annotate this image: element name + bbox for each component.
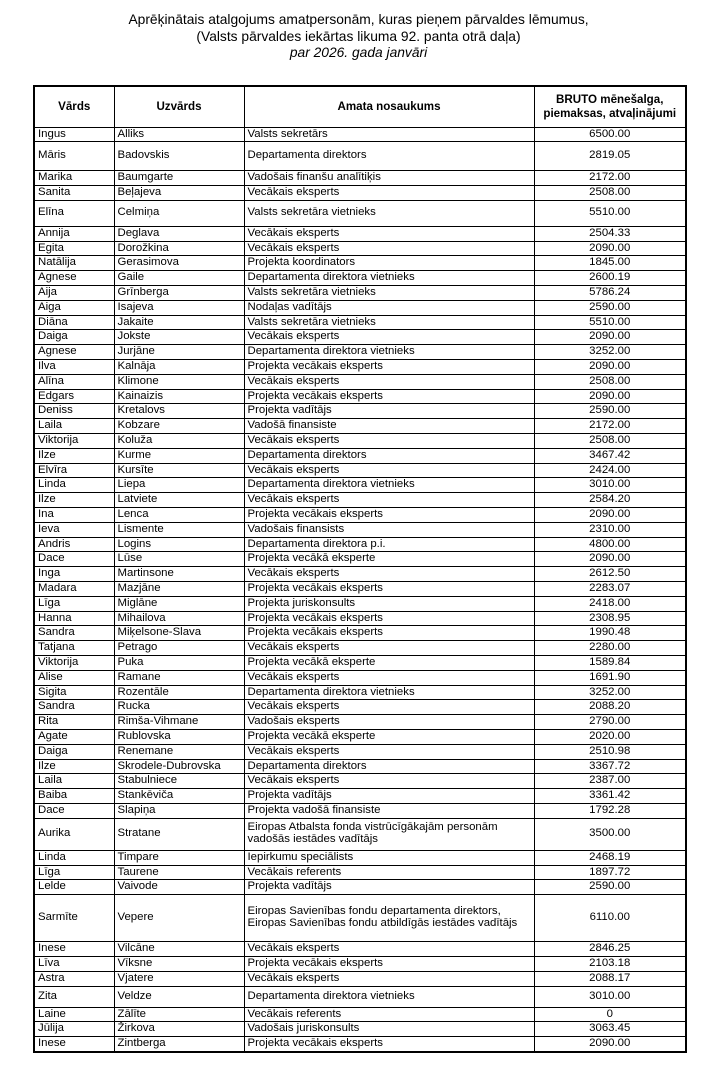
cell-amats: Projekta vecākais eksperts	[244, 582, 534, 597]
cell-uzvards: Beļajeva	[114, 186, 244, 201]
table-row	[34, 241, 686, 256]
table-row	[34, 508, 686, 523]
cell-vards: Sandra	[34, 626, 114, 641]
cell-uzvards: Kobzare	[114, 419, 244, 434]
salary-table-header	[34, 86, 686, 127]
table-row	[34, 1007, 686, 1022]
cell-amats: Projekta juriskonsults	[244, 596, 534, 611]
cell-amats: Iepirkumu speciālists	[244, 850, 534, 865]
table-row	[34, 127, 686, 142]
cell-uzvards: Gerasimova	[114, 256, 244, 271]
cell-amats: Projekta vecākā eksperte	[244, 729, 534, 744]
cell-uzvards: Deglava	[114, 226, 244, 241]
cell-bruto: 2308.95	[534, 611, 686, 626]
salary-table	[33, 85, 687, 1053]
cell-amats: Projekta vecākais eksperts	[244, 389, 534, 404]
cell-bruto: 2468.19	[534, 850, 686, 865]
cell-bruto: 1845.00	[534, 256, 686, 271]
cell-amats: Projekta vadošā finansiste	[244, 803, 534, 818]
cell-bruto: 2090.00	[534, 360, 686, 375]
cell-vards: Linda	[34, 478, 114, 493]
cell-uzvards: Veldze	[114, 986, 244, 1007]
cell-amats: Vecākais eksperts	[244, 374, 534, 389]
cell-uzvards: Stratane	[114, 818, 244, 850]
cell-bruto: 2590.00	[534, 880, 686, 895]
table-row	[34, 226, 686, 241]
cell-uzvards: Kainaizis	[114, 389, 244, 404]
table-row	[34, 641, 686, 656]
table-row	[34, 256, 686, 271]
cell-uzvards: Logins	[114, 537, 244, 552]
header-amats: Amata nosaukums	[244, 86, 534, 127]
cell-vards: Līga	[34, 865, 114, 880]
table-row	[34, 404, 686, 419]
cell-vards: Aurika	[34, 818, 114, 850]
cell-bruto: 2424.00	[534, 463, 686, 478]
cell-bruto: 2090.00	[534, 1037, 686, 1052]
cell-bruto: 3010.00	[534, 478, 686, 493]
cell-bruto: 2846.25	[534, 942, 686, 957]
cell-vards: Līva	[34, 956, 114, 971]
table-row	[34, 537, 686, 552]
table-row	[34, 744, 686, 759]
document-title	[0, 12, 717, 62]
cell-vards: Inese	[34, 1037, 114, 1052]
cell-bruto: 4800.00	[534, 537, 686, 552]
cell-vards: Viktorija	[34, 434, 114, 449]
cell-uzvards: Kursīte	[114, 463, 244, 478]
cell-amats: Vecākais referents	[244, 1007, 534, 1022]
table-row	[34, 300, 686, 315]
cell-amats: Vecākais eksperts	[244, 641, 534, 656]
cell-amats: Vadošais finansists	[244, 522, 534, 537]
cell-amats: Projekta vecākais eksperts	[244, 360, 534, 375]
cell-amats: Projekta vecākais eksperts	[244, 956, 534, 971]
table-row	[34, 729, 686, 744]
cell-uzvards: Taurene	[114, 865, 244, 880]
table-row	[34, 942, 686, 957]
cell-uzvards: Gaile	[114, 271, 244, 286]
cell-vards: Ilze	[34, 493, 114, 508]
cell-amats: Departamenta direktora vietnieks	[244, 986, 534, 1007]
cell-uzvards: Latviete	[114, 493, 244, 508]
table-row	[34, 434, 686, 449]
cell-bruto: 2510.98	[534, 744, 686, 759]
table-row	[34, 330, 686, 345]
cell-uzvards: Badovskis	[114, 142, 244, 171]
table-row	[34, 656, 686, 671]
cell-amats: Vadošais finanšu analītiķis	[244, 171, 534, 186]
cell-amats: Departamenta direktora vietnieks	[244, 271, 534, 286]
header-vards: Vārds	[34, 86, 114, 127]
table-row	[34, 448, 686, 463]
cell-vards: Inese	[34, 942, 114, 957]
cell-uzvards: Petrago	[114, 641, 244, 656]
cell-amats: Vecākais eksperts	[244, 493, 534, 508]
cell-bruto: 3010.00	[534, 986, 686, 1007]
table-row	[34, 1037, 686, 1052]
cell-amats: Projekta vecākais eksperts	[244, 626, 534, 641]
cell-vards: Aiga	[34, 300, 114, 315]
cell-vards: Sanita	[34, 186, 114, 201]
cell-bruto: 3252.00	[534, 685, 686, 700]
table-row	[34, 186, 686, 201]
cell-bruto: 1792.28	[534, 803, 686, 818]
cell-vards: Aija	[34, 286, 114, 301]
cell-amats: Projekta vadītājs	[244, 789, 534, 804]
table-row	[34, 582, 686, 597]
cell-amats: Eiropas Atbalsta fonda vistrūcīgākajām personām vadošās iestādes vadītājs	[244, 818, 534, 850]
cell-vards: Ilze	[34, 448, 114, 463]
cell-amats: Eiropas Savienības fondu departamenta direktors, Eiropas Savienības fondu atbildīgās iestādes vadītājs	[244, 895, 534, 942]
cell-bruto: 2508.00	[534, 434, 686, 449]
cell-bruto: 2508.00	[534, 374, 686, 389]
cell-bruto: 1691.90	[534, 670, 686, 685]
cell-uzvards: Vepere	[114, 895, 244, 942]
cell-vards: Alīna	[34, 374, 114, 389]
cell-bruto: 2090.00	[534, 552, 686, 567]
cell-vards: Laila	[34, 419, 114, 434]
cell-uzvards: Kurme	[114, 448, 244, 463]
table-row	[34, 895, 686, 942]
cell-uzvards: Ramane	[114, 670, 244, 685]
table-row	[34, 1022, 686, 1037]
cell-bruto: 2508.00	[534, 186, 686, 201]
table-row	[34, 986, 686, 1007]
cell-uzvards: Stabulniece	[114, 774, 244, 789]
cell-uzvards: Celmiņa	[114, 200, 244, 226]
cell-amats: Vecākais eksperts	[244, 241, 534, 256]
cell-amats: Vecākais eksperts	[244, 186, 534, 201]
cell-bruto: 3063.45	[534, 1022, 686, 1037]
cell-amats: Nodaļas vadītājs	[244, 300, 534, 315]
cell-bruto: 3367.72	[534, 759, 686, 774]
cell-bruto: 2600.19	[534, 271, 686, 286]
cell-vards: Ieva	[34, 522, 114, 537]
cell-vards: Līga	[34, 596, 114, 611]
cell-amats: Valsts sekretāra vietnieks	[244, 200, 534, 226]
cell-vards: Zita	[34, 986, 114, 1007]
cell-vards: Laila	[34, 774, 114, 789]
cell-uzvards: Zālīte	[114, 1007, 244, 1022]
title-line-2: (Valsts pārvaldes iekārtas likuma 92. panta otrā daļa)	[196, 28, 521, 44]
cell-bruto: 2088.20	[534, 700, 686, 715]
cell-bruto: 2387.00	[534, 774, 686, 789]
table-row	[34, 850, 686, 865]
cell-bruto: 6110.00	[534, 895, 686, 942]
cell-uzvards: Vīksne	[114, 956, 244, 971]
cell-bruto: 2590.00	[534, 404, 686, 419]
cell-bruto: 2090.00	[534, 508, 686, 523]
table-row	[34, 478, 686, 493]
table-row	[34, 315, 686, 330]
cell-vards: Ina	[34, 508, 114, 523]
table-row	[34, 171, 686, 186]
cell-bruto: 1897.72	[534, 865, 686, 880]
cell-vards: Rita	[34, 715, 114, 730]
cell-uzvards: Slapiņa	[114, 803, 244, 818]
cell-bruto: 3500.00	[534, 818, 686, 850]
cell-amats: Vecākais eksperts	[244, 971, 534, 986]
cell-vards: Sarmīte	[34, 895, 114, 942]
cell-bruto: 2819.05	[534, 142, 686, 171]
cell-amats: Projekta vadītājs	[244, 404, 534, 419]
cell-bruto: 0	[534, 1007, 686, 1022]
table-row	[34, 200, 686, 226]
table-row	[34, 374, 686, 389]
cell-uzvards: Liepa	[114, 478, 244, 493]
cell-vards: Marika	[34, 171, 114, 186]
cell-uzvards: Timpare	[114, 850, 244, 865]
table-row	[34, 880, 686, 895]
cell-uzvards: Jakaite	[114, 315, 244, 330]
cell-uzvards: Klimone	[114, 374, 244, 389]
cell-vards: Tatjana	[34, 641, 114, 656]
cell-uzvards: Stankēviča	[114, 789, 244, 804]
cell-vards: Dace	[34, 552, 114, 567]
cell-amats: Departamenta direktors	[244, 142, 534, 171]
cell-bruto: 1990.48	[534, 626, 686, 641]
cell-bruto: 3361.42	[534, 789, 686, 804]
title-line-3: par 2026. gada janvāri	[289, 45, 428, 60]
cell-vards: Viktorija	[34, 656, 114, 671]
cell-amats: Vecākais eksperts	[244, 330, 534, 345]
cell-amats: Departamenta direktora vietnieks	[244, 478, 534, 493]
cell-uzvards: Miķelsone-Slava	[114, 626, 244, 641]
cell-vards: Linda	[34, 850, 114, 865]
cell-amats: Vecākais eksperts	[244, 942, 534, 957]
cell-amats: Projekta vecākā eksperte	[244, 552, 534, 567]
table-row	[34, 670, 686, 685]
table-row	[34, 774, 686, 789]
cell-amats: Valsts sekretārs	[244, 127, 534, 142]
cell-bruto: 2280.00	[534, 641, 686, 656]
cell-bruto: 2790.00	[534, 715, 686, 730]
cell-amats: Departamenta direktors	[244, 448, 534, 463]
cell-bruto: 3252.00	[534, 345, 686, 360]
cell-amats: Vecākais eksperts	[244, 670, 534, 685]
cell-amats: Vecākais eksperts	[244, 463, 534, 478]
cell-amats: Projekta vecākā eksperte	[244, 656, 534, 671]
cell-vards: Diāna	[34, 315, 114, 330]
cell-vards: Sigita	[34, 685, 114, 700]
header-bruto: BRUTO mēnešalga, piemaksas, atvaļinājumi	[534, 86, 686, 127]
cell-uzvards: Jokste	[114, 330, 244, 345]
table-row	[34, 522, 686, 537]
table-row	[34, 700, 686, 715]
table-row	[34, 463, 686, 478]
table-row	[34, 286, 686, 301]
cell-bruto: 6500.00	[534, 127, 686, 142]
cell-uzvards: Baumgarte	[114, 171, 244, 186]
cell-amats: Vadošais eksperts	[244, 715, 534, 730]
table-row	[34, 611, 686, 626]
cell-bruto: 2418.00	[534, 596, 686, 611]
cell-vards: Agnese	[34, 271, 114, 286]
table-row	[34, 789, 686, 804]
cell-vards: Inga	[34, 567, 114, 582]
cell-vards: Baiba	[34, 789, 114, 804]
cell-uzvards: Miglāne	[114, 596, 244, 611]
cell-bruto: 2590.00	[534, 300, 686, 315]
cell-bruto: 2283.07	[534, 582, 686, 597]
table-row	[34, 389, 686, 404]
cell-uzvards: Puka	[114, 656, 244, 671]
cell-uzvards: Mazjāne	[114, 582, 244, 597]
cell-bruto: 2103.18	[534, 956, 686, 971]
cell-amats: Projekta vecākais eksperts	[244, 611, 534, 626]
cell-vards: Ingus	[34, 127, 114, 142]
cell-vards: Astra	[34, 971, 114, 986]
cell-bruto: 2310.00	[534, 522, 686, 537]
cell-amats: Projekta vecākais eksperts	[244, 1037, 534, 1052]
cell-amats: Vecākais eksperts	[244, 567, 534, 582]
cell-vards: Andris	[34, 537, 114, 552]
cell-amats: Projekta koordinators	[244, 256, 534, 271]
cell-bruto: 5510.00	[534, 200, 686, 226]
cell-vards: Deniss	[34, 404, 114, 419]
cell-amats: Valsts sekretāra vietnieks	[244, 315, 534, 330]
cell-uzvards: Kalnāja	[114, 360, 244, 375]
cell-vards: Daiga	[34, 330, 114, 345]
salary-table-body	[34, 127, 686, 1052]
table-row	[34, 803, 686, 818]
cell-amats: Projekta vecākais eksperts	[244, 508, 534, 523]
cell-vards: Egita	[34, 241, 114, 256]
cell-bruto: 2172.00	[534, 419, 686, 434]
cell-amats: Projekta vadītājs	[244, 880, 534, 895]
cell-bruto: 2584.20	[534, 493, 686, 508]
cell-amats: Vecākais eksperts	[244, 226, 534, 241]
cell-bruto: 2172.00	[534, 171, 686, 186]
cell-vards: Jūlija	[34, 1022, 114, 1037]
cell-bruto: 2020.00	[534, 729, 686, 744]
cell-bruto: 1589.84	[534, 656, 686, 671]
cell-bruto: 2090.00	[534, 330, 686, 345]
cell-bruto: 5786.24	[534, 286, 686, 301]
cell-vards: Edgars	[34, 389, 114, 404]
cell-uzvards: Renemane	[114, 744, 244, 759]
table-row	[34, 345, 686, 360]
cell-vards: Dace	[34, 803, 114, 818]
cell-uzvards: Vilcāne	[114, 942, 244, 957]
cell-vards: Elvīra	[34, 463, 114, 478]
cell-vards: Laine	[34, 1007, 114, 1022]
table-row	[34, 567, 686, 582]
cell-amats: Departamenta direktora vietnieks	[244, 685, 534, 700]
cell-uzvards: Koluža	[114, 434, 244, 449]
cell-amats: Departamenta direktora p.i.	[244, 537, 534, 552]
table-row	[34, 626, 686, 641]
cell-uzvards: Lūse	[114, 552, 244, 567]
cell-vards: Hanna	[34, 611, 114, 626]
cell-vards: Agnese	[34, 345, 114, 360]
table-row	[34, 685, 686, 700]
cell-bruto: 2088.17	[534, 971, 686, 986]
cell-vards: Ilze	[34, 759, 114, 774]
cell-uzvards: Lenca	[114, 508, 244, 523]
cell-uzvards: Lismente	[114, 522, 244, 537]
cell-uzvards: Jurjāne	[114, 345, 244, 360]
table-row	[34, 271, 686, 286]
cell-uzvards: Zintberga	[114, 1037, 244, 1052]
cell-uzvards: Kretalovs	[114, 404, 244, 419]
cell-uzvards: Vaivode	[114, 880, 244, 895]
cell-vards: Agate	[34, 729, 114, 744]
cell-uzvards: Rublovska	[114, 729, 244, 744]
cell-uzvards: Vjatere	[114, 971, 244, 986]
cell-bruto: 2090.00	[534, 389, 686, 404]
cell-uzvards: Rucka	[114, 700, 244, 715]
cell-vards: Elīna	[34, 200, 114, 226]
table-row	[34, 419, 686, 434]
cell-amats: Vecākais referents	[244, 865, 534, 880]
table-row	[34, 715, 686, 730]
cell-bruto: 2504.33	[534, 226, 686, 241]
cell-vards: Madara	[34, 582, 114, 597]
table-row	[34, 552, 686, 567]
cell-vards: Daiga	[34, 744, 114, 759]
cell-uzvards: Martinsone	[114, 567, 244, 582]
cell-bruto: 2612.50	[534, 567, 686, 582]
cell-amats: Vecākais eksperts	[244, 700, 534, 715]
cell-amats: Vadošais juriskonsults	[244, 1022, 534, 1037]
cell-amats: Valsts sekretāra vietnieks	[244, 286, 534, 301]
cell-vards: Sandra	[34, 700, 114, 715]
cell-uzvards: Mihailova	[114, 611, 244, 626]
table-row	[34, 865, 686, 880]
table-row	[34, 142, 686, 171]
cell-amats: Vecākais eksperts	[244, 744, 534, 759]
cell-amats: Vecākais eksperts	[244, 434, 534, 449]
cell-amats: Departamenta direktors	[244, 759, 534, 774]
table-row	[34, 956, 686, 971]
cell-vards: Natālija	[34, 256, 114, 271]
cell-uzvards: Žirkova	[114, 1022, 244, 1037]
title-line-1: Aprēķinātais atalgojums amatpersonām, kuras pieņem pārvaldes lēmumus,	[128, 12, 589, 27]
table-row	[34, 971, 686, 986]
table-row	[34, 818, 686, 850]
cell-uzvards: Rozentāle	[114, 685, 244, 700]
cell-uzvards: Alliks	[114, 127, 244, 142]
cell-vards: Lelde	[34, 880, 114, 895]
table-row	[34, 360, 686, 375]
table-row	[34, 759, 686, 774]
cell-vards: Māris	[34, 142, 114, 171]
header-uzvards: Uzvārds	[114, 86, 244, 127]
cell-amats: Departamenta direktora vietnieks	[244, 345, 534, 360]
cell-amats: Vecākais eksperts	[244, 774, 534, 789]
cell-vards: Ilva	[34, 360, 114, 375]
table-row	[34, 493, 686, 508]
cell-bruto: 5510.00	[534, 315, 686, 330]
cell-uzvards: Grīnberga	[114, 286, 244, 301]
cell-bruto: 3467.42	[534, 448, 686, 463]
cell-uzvards: Rimša-Vihmane	[114, 715, 244, 730]
cell-bruto: 2090.00	[534, 241, 686, 256]
table-row	[34, 596, 686, 611]
cell-vards: Annija	[34, 226, 114, 241]
cell-uzvards: Isajeva	[114, 300, 244, 315]
cell-uzvards: Skrodele-Dubrovska	[114, 759, 244, 774]
cell-amats: Vadošā finansiste	[244, 419, 534, 434]
cell-uzvards: Dorožkina	[114, 241, 244, 256]
cell-vards: Alise	[34, 670, 114, 685]
header-row	[34, 86, 686, 127]
